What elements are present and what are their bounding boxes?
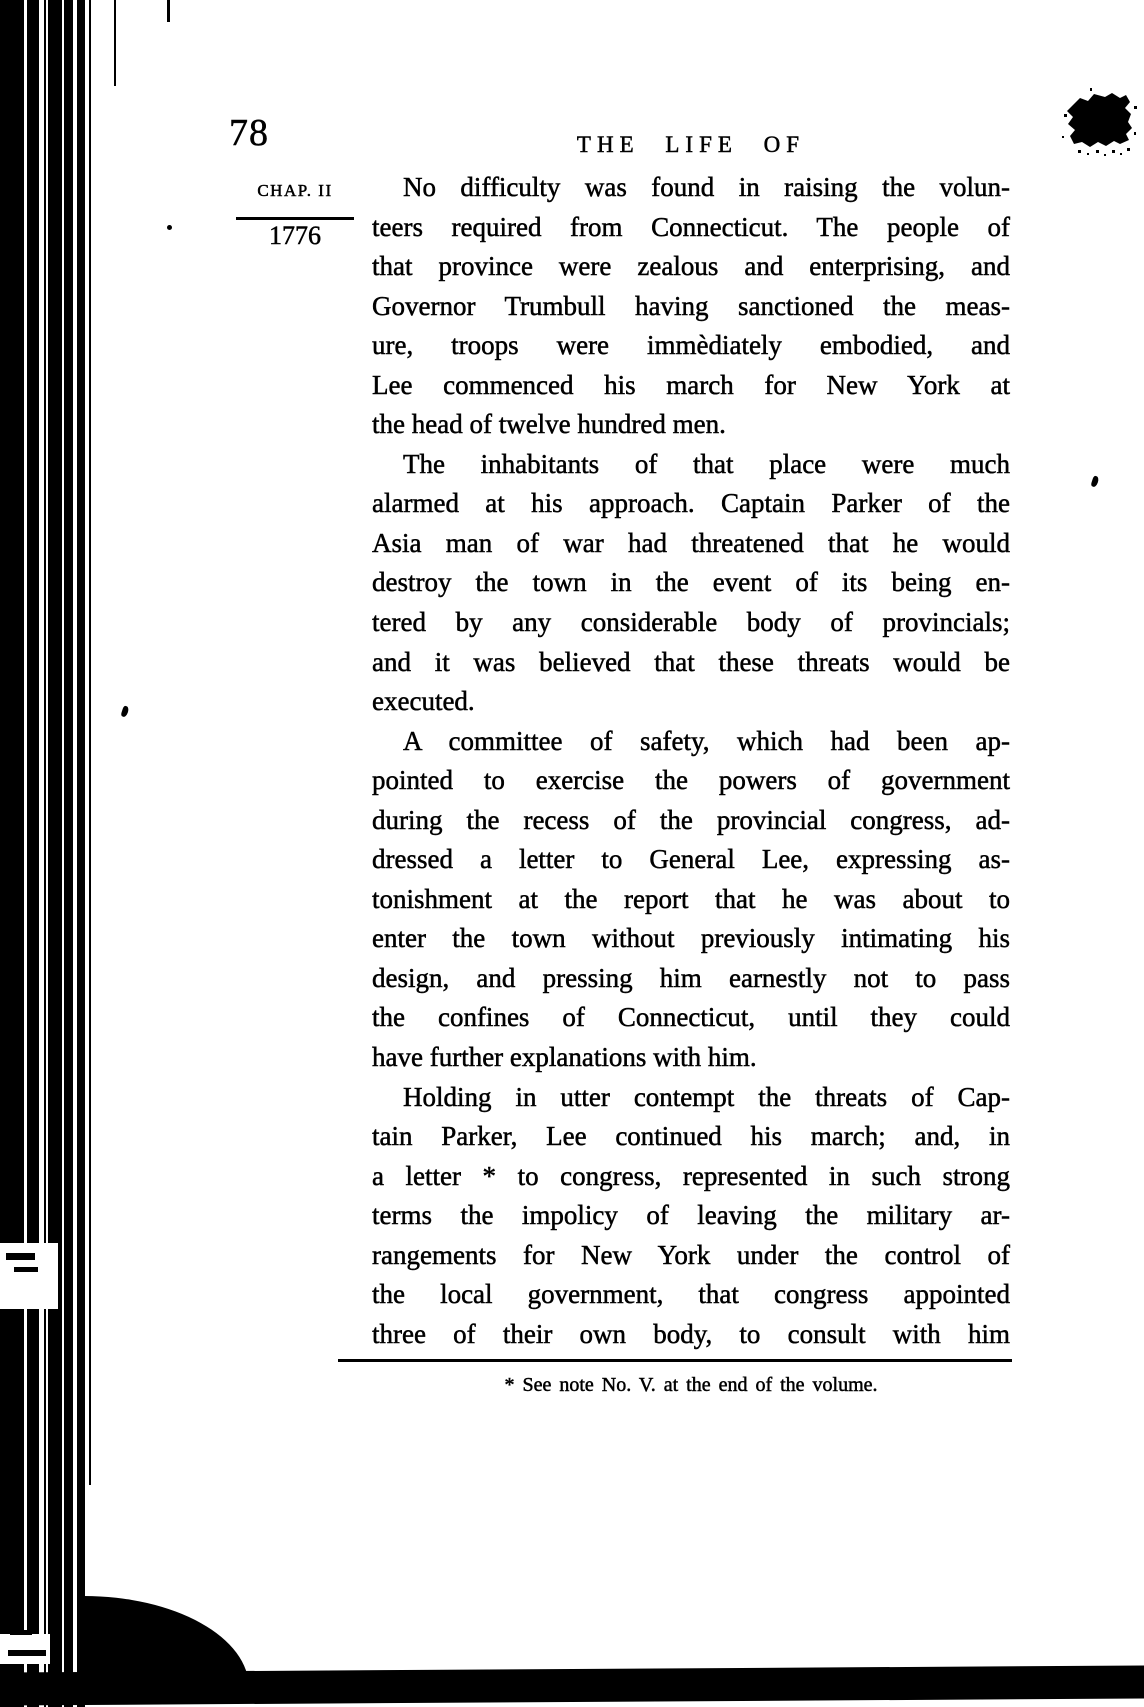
text-line: teers required from Connecticut. The people of bbox=[372, 211, 1010, 242]
book-gutter-shadow bbox=[0, 0, 88, 1707]
text-line: the confines of Connecticut, until they could bbox=[372, 1002, 1010, 1033]
paragraph bbox=[372, 722, 1010, 1078]
paragraph bbox=[372, 1078, 1010, 1355]
running-head: THE LIFE OF bbox=[576, 132, 806, 157]
text-line: the head of twelve hundred men. bbox=[372, 409, 726, 440]
scan-dash bbox=[6, 1253, 35, 1260]
paragraph bbox=[372, 168, 1010, 445]
scan-speck bbox=[1090, 475, 1099, 487]
text-line: A committee of safety, which had been ap- bbox=[403, 725, 1010, 756]
text-line: alarmed at his approach. Captain Parker of the bbox=[372, 488, 1010, 519]
text-line: destroy the town in the event of its being en- bbox=[372, 567, 1010, 598]
text-line: No difficulty was found in raising the volun- bbox=[403, 172, 1010, 202]
text-line: terms the impolicy of leaving the military ar- bbox=[372, 1200, 1010, 1231]
text-line: ure, troops were immèdiately embodied, and bbox=[372, 330, 1010, 361]
text-line: enter the town without previously intimating his bbox=[372, 923, 1010, 954]
footnote: * See note No. V. at the end of the volume. bbox=[504, 1374, 878, 1396]
scan-dash bbox=[14, 1267, 38, 1272]
text-line: dressed a letter to General Lee, expressing as- bbox=[372, 844, 1010, 875]
text-line: design, and pressing him earnestly not to pass bbox=[372, 962, 1010, 993]
ink-smudge-blob bbox=[1060, 84, 1140, 164]
text-line: tain Parker, Lee continued his march; and, in bbox=[372, 1121, 1010, 1152]
text-line: that province were zealous and enterprising, and bbox=[372, 251, 1010, 282]
text-line: executed. bbox=[372, 686, 475, 717]
chapter-label: CHAP. II bbox=[257, 181, 333, 200]
text-line: during the recess of the provincial congress, ad- bbox=[372, 804, 1010, 835]
scan-dash bbox=[10, 1630, 32, 1635]
text-line: pointed to exercise the powers of government bbox=[372, 765, 1010, 796]
text-line: three of their own body, to consult with him bbox=[372, 1318, 1010, 1349]
paragraph bbox=[372, 445, 1010, 722]
text-line: the local government, that congress appointed bbox=[372, 1279, 1010, 1310]
text-line: Governor Trumbull having sanctioned the meas- bbox=[372, 290, 1010, 321]
text-line: tonishment at the report that he was about to bbox=[372, 883, 1010, 914]
text-line: Lee commenced his march for New York at bbox=[372, 369, 1010, 400]
margin-note bbox=[236, 182, 354, 199]
text-line: Asia man of war had threatened that he would bbox=[372, 527, 1010, 558]
gutter-white-gap bbox=[0, 1634, 50, 1664]
text-line: a letter * to congress, represented in such strong bbox=[372, 1160, 1010, 1191]
text-line: and it was believed that these threats would be bbox=[372, 646, 1010, 677]
year-label: 1776 bbox=[269, 221, 321, 250]
text-line: rangements for New York under the control of bbox=[372, 1239, 1010, 1270]
body-text bbox=[372, 168, 1010, 1354]
text-line: have further explanations with him. bbox=[372, 1042, 757, 1073]
scan-speck bbox=[167, 225, 172, 230]
text-line: tered by any considerable body of provincials; bbox=[372, 607, 1010, 638]
gutter-scratch bbox=[114, 0, 116, 86]
scan-bottom-edge bbox=[0, 1665, 1144, 1705]
footnote-rule bbox=[338, 1359, 1012, 1362]
scan-dash bbox=[8, 1650, 46, 1656]
gutter-scratch bbox=[167, 0, 170, 22]
text-line: The inhabitants of that place were much bbox=[403, 448, 1010, 479]
margin-rule bbox=[236, 217, 354, 220]
text-line: Holding in utter contempt the threats of Cap- bbox=[403, 1081, 1010, 1112]
scan-speck bbox=[120, 705, 129, 717]
page-number: 78 bbox=[229, 112, 269, 154]
gutter-edge-line bbox=[89, 0, 91, 1485]
